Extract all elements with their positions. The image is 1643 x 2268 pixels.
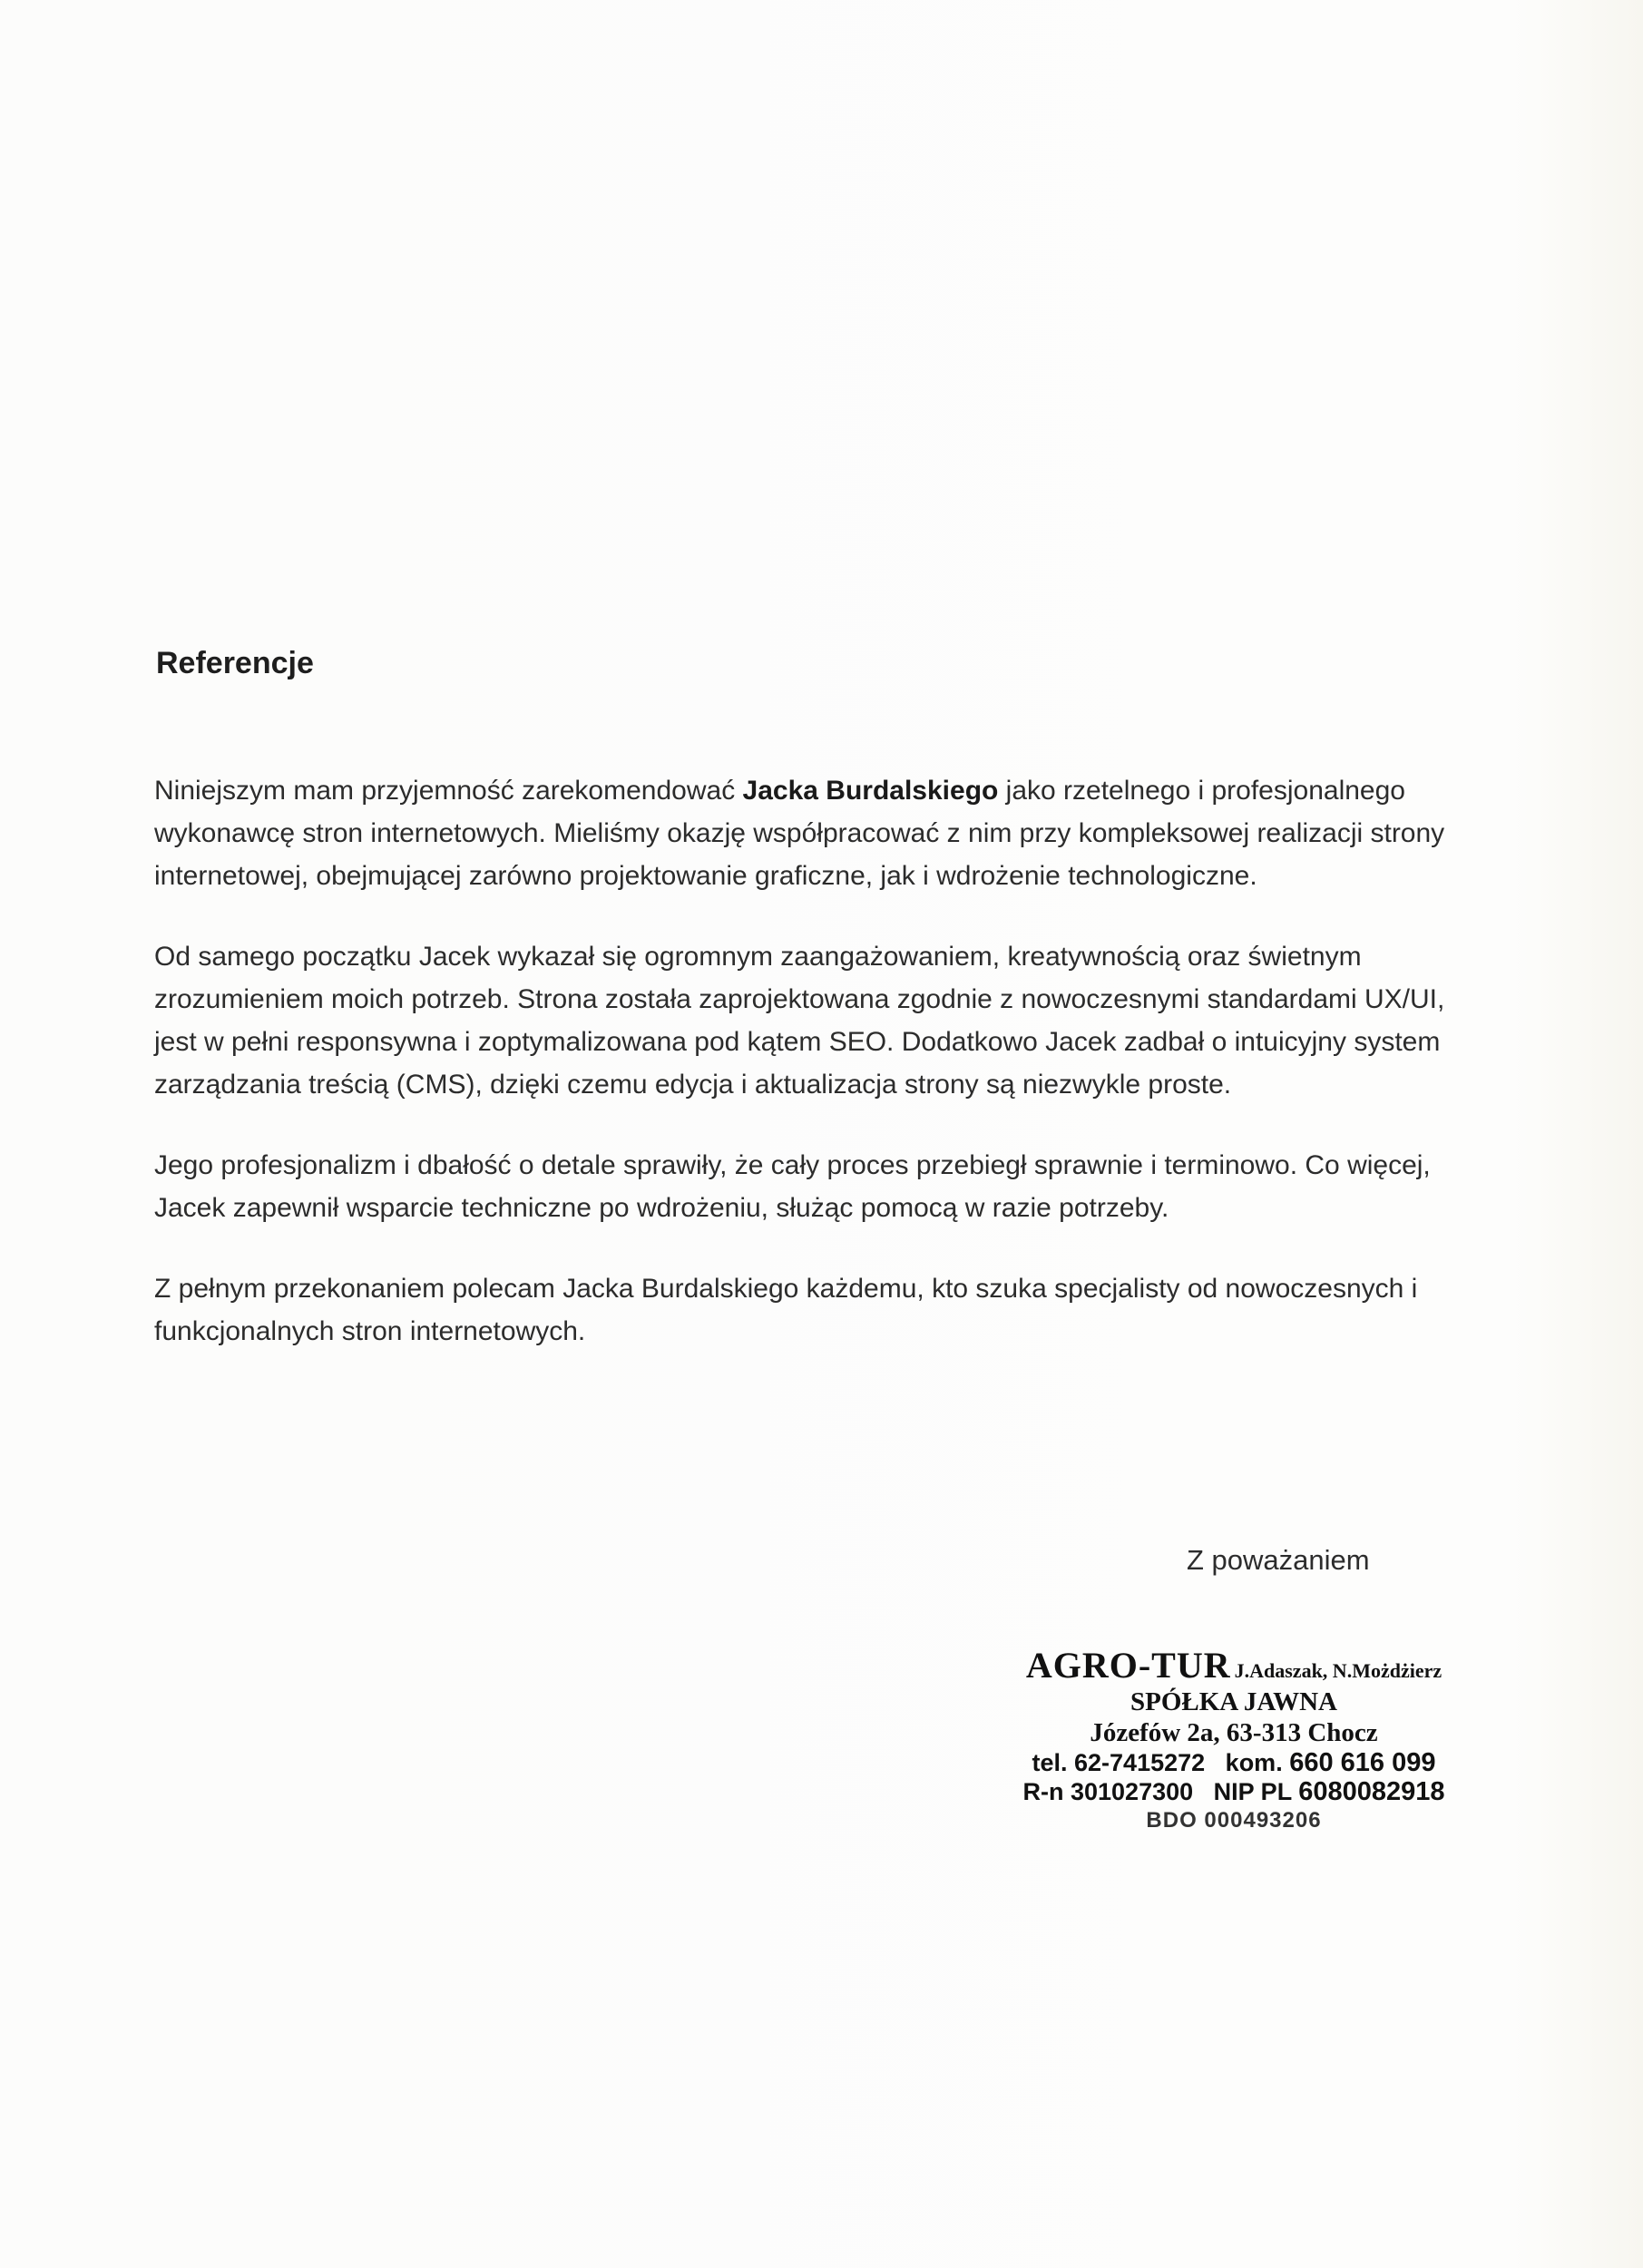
- stamp-kom-label: kom.: [1225, 1749, 1283, 1776]
- letter-body: [154, 769, 1479, 1391]
- intro-text-after-name: jako rzetelnego i profesjonalnego wykonawcę stron internetowych. Mieliśmy okazję współpracować z nim przy kompleksowej realizacji strony internetowej, obejmującej zarówno projektowanie graficzne, jak i wdrożenie technologiczne.: [154, 776, 1445, 891]
- stamp-company-type: SPÓŁKA JAWNA: [1130, 1687, 1337, 1716]
- stamp-company-name: AGRO-TUR: [1025, 1645, 1231, 1686]
- closing-salutation: Z poważaniem: [1187, 1544, 1370, 1576]
- stamp-tel-number: 62-7415272: [1074, 1749, 1206, 1776]
- paragraph-professionalism: Jego profesjonalizm i dbałość o detale sprawiły, że cały proces przebiegł sprawnie i terminowo. Co więcej, Jacek zapewnił wsparcie techniczne po wdrożeniu, służąc pomocą w razie potrzeby.: [154, 1150, 1431, 1223]
- stamp-nip-label: NIP PL: [1213, 1778, 1292, 1805]
- stamp-nip-number: 6080082918: [1298, 1777, 1445, 1806]
- document-title: Referencje: [156, 646, 314, 680]
- stamp-regon-number: 301027300: [1070, 1778, 1194, 1805]
- stamp-tel-label: tel.: [1032, 1749, 1068, 1776]
- stamp-phone-line: [980, 1748, 1488, 1777]
- paragraph-engagement: Od samego początku Jacek wykazał się ogromnym zaangażowaniem, kreatywnością oraz świetnym zrozumieniem moich potrzeb. Strona została zaprojektowana zgodnie z nowoczesnymi standardami UX/UI, jest w pełni responsywna i zoptymalizowana pod kątem SEO. Dodatkowo Jacek zadbał o intuicyjny system zarządzania treścią (CMS), dzięki czemu edycja i aktualizacja strony są niezwykle proste.: [154, 942, 1445, 1100]
- paragraph-recommendation: Z pełnym przekonaniem polecam Jacka Burdalskiego każdemu, kto szuka specjalisty od nowoczesnych i funkcjonalnych stron internetowych.: [154, 1274, 1418, 1346]
- paragraph-introduction: [154, 769, 1479, 897]
- stamp-registry-line: [980, 1777, 1488, 1806]
- intro-text-before-name: Niniejszym mam przyjemność zarekomendować: [154, 776, 743, 806]
- recommended-person-name: Jacka Burdalskiego: [742, 776, 999, 806]
- stamp-address: Józefów 2a, 63-313 Chocz: [1090, 1718, 1378, 1747]
- company-stamp: [980, 1644, 1488, 1835]
- stamp-bdo-number: BDO 000493206: [1146, 1808, 1322, 1833]
- stamp-regon-label: R-n: [1022, 1778, 1064, 1805]
- stamp-company-line: [980, 1644, 1488, 1686]
- stamp-kom-number: 660 616 099: [1289, 1748, 1436, 1777]
- stamp-owners: J.Adaszak, N.Możdżierz: [1234, 1659, 1443, 1682]
